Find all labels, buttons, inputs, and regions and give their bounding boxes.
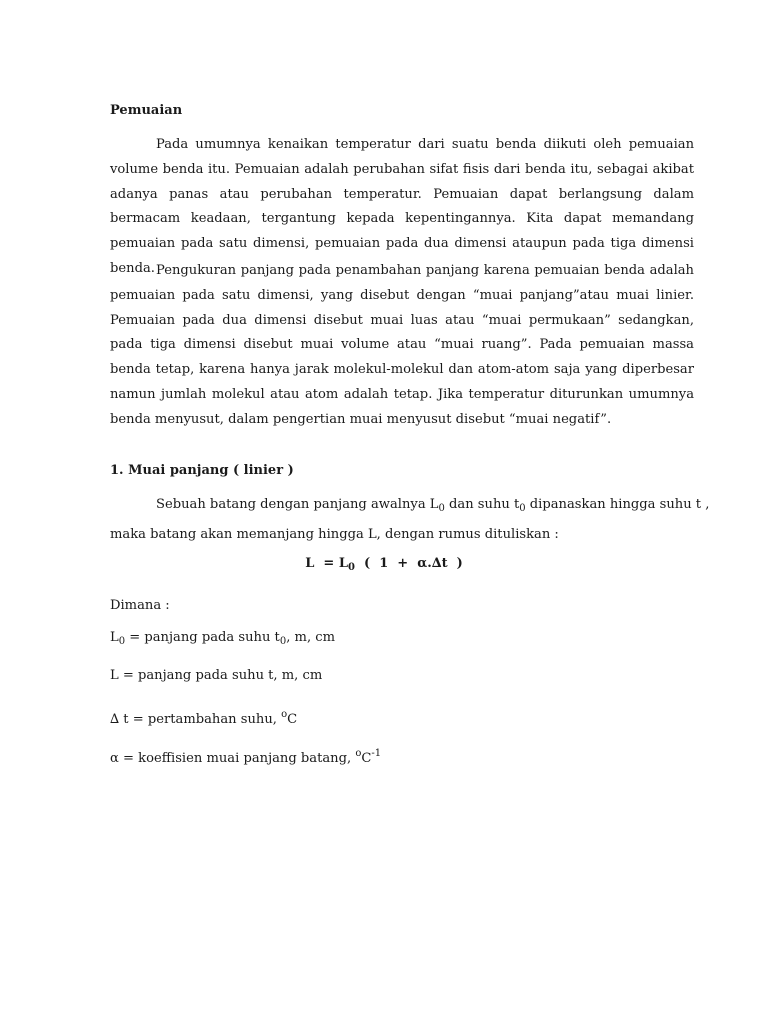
def3-text: ∆ t = pertambahan suhu, [110, 712, 282, 727]
subscript-zero-l: 0 [438, 503, 445, 514]
paragraph-pengukuran: Pengukuran panjang pada penambahan panjang karena pemuaian benda adalah pemuaian pada satu dimensi, yang disebut dengan “muai panjang”atau muai linier. Pemuaian pada dua dimensi disebut muai luas atau “muai permukaan” sedangkan, pada tiga dimensi disebut muai volume atau “muai ruang”. Pada pemuaian massa benda tetap, karena hanya jarak molekul-molekul dan atom-atom saja yang diperbesar namun jumlah molekul atau atom adalah tetap. Jika temperatur diturunkan umumnya benda menyusut, dalam pengertian muai menyusut disebut “muai negatif”. [110, 263, 694, 427]
definition-delta-t [110, 709, 298, 727]
def1-symbol: L [110, 630, 119, 645]
def3-degree-sup: o [281, 709, 288, 720]
intro-text-part1: Sebuah batang dengan panjang awalnya L [156, 497, 439, 512]
definition-alpha [110, 748, 382, 766]
def4-text: α = koeffisien muai panjang batang, [110, 751, 356, 766]
formula-left: L = L [305, 556, 348, 571]
def3-unit: C [287, 712, 298, 727]
def1-units: , m, cm [286, 630, 336, 645]
section-heading-muai-panjang: 1. Muai panjang ( linier ) [110, 463, 294, 478]
intro-sentence-line-2: maka batang akan memanjang hingga L, dengan rumus dituliskan : [110, 527, 559, 542]
def4-unit: C [361, 751, 372, 766]
formula-right: ( 1 + α.∆t ) [354, 556, 463, 571]
definition-l0 [110, 630, 335, 645]
def4-exponent-sup: -1 [371, 748, 382, 759]
formula-subscript: 0 [347, 562, 355, 573]
document-title: Pemuaian [110, 103, 183, 118]
intro-text-part2: dan suhu t [444, 497, 520, 512]
def1-subscript-t: 0 [279, 636, 287, 647]
definition-l: L = panjang pada suhu t, m, cm [110, 668, 323, 683]
dimana-label: Dimana : [110, 598, 170, 613]
paragraph-pemuaian-intro: Pada umumnya kenaikan temperatur dari suatu benda diikuti oleh pemuaian volume benda itu. Pemuaian adalah perubahan sifat fisis dari benda itu, sebagai akibat adanya panas atau perubahan temperatur. Pemuaian dapat berlangsung dalam bermacam keadaan, tergantung kepada kepentingannya. Kita dapat memandang pemuaian pada satu dimensi, pemuaian pada dua dimensi ataupun pada tiga dimensi benda. [110, 137, 694, 276]
def4-degree-sup: o [355, 748, 362, 759]
intro-sentence-line-1 [156, 497, 709, 512]
subscript-zero-t: 0 [519, 503, 526, 514]
formula-muai-panjang [0, 556, 768, 571]
def1-text: = panjang pada suhu t [125, 630, 280, 645]
intro-text-part3: dipanaskan hingga suhu t , [525, 497, 710, 512]
def1-subscript: 0 [118, 636, 126, 647]
